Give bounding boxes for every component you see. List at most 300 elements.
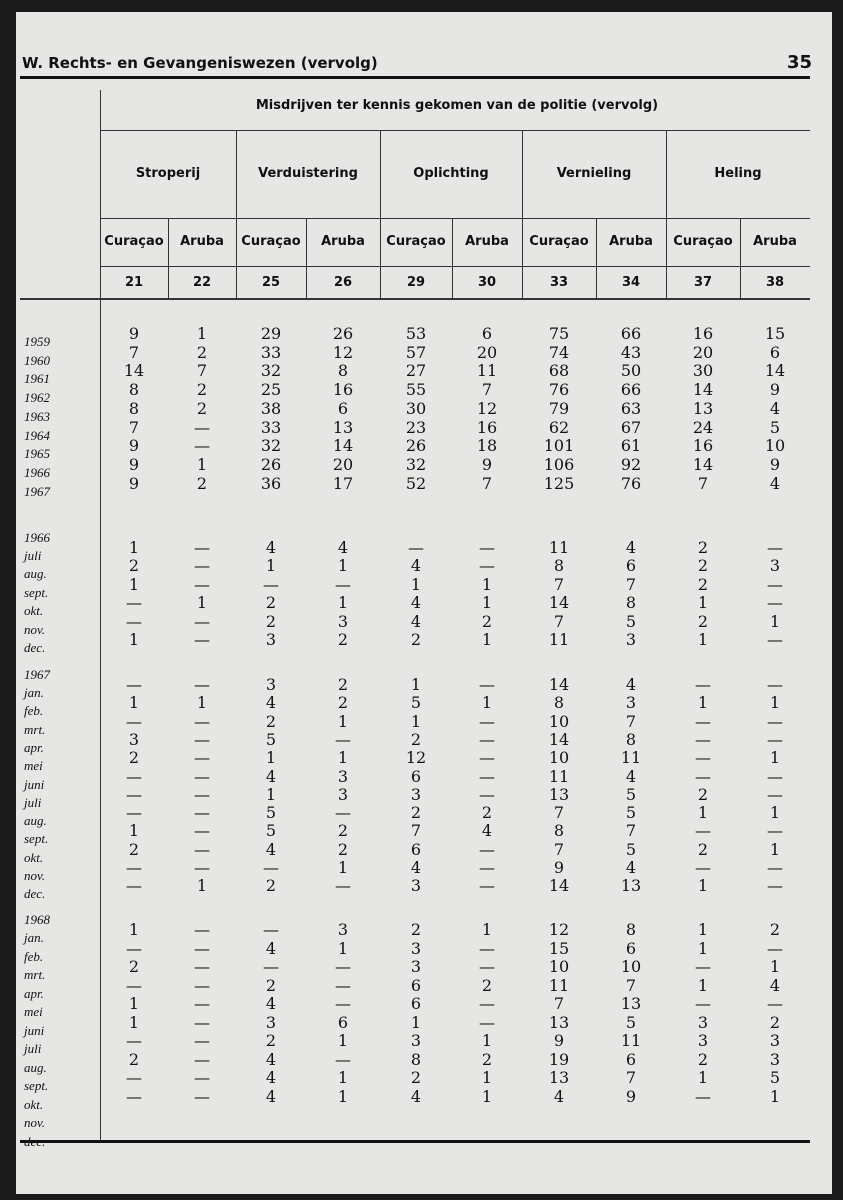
table-cell: 3 bbox=[697, 1012, 709, 1032]
table-cell: 4 bbox=[410, 611, 422, 631]
table-cell: 68 bbox=[548, 361, 570, 381]
table-cell: 9 bbox=[553, 1031, 565, 1050]
table-cell: 4 bbox=[265, 839, 277, 859]
table-cell: — bbox=[479, 938, 495, 958]
row-label: mrt. bbox=[24, 967, 46, 982]
table-cell: 27 bbox=[405, 361, 427, 381]
table-cell: 3 bbox=[128, 729, 140, 749]
table-cell: 2 bbox=[196, 380, 208, 400]
table-cell: 4 bbox=[625, 675, 637, 694]
table-cell: 1 bbox=[128, 994, 140, 1013]
table-cell: 1 bbox=[128, 920, 140, 939]
table-cell: 2 bbox=[265, 611, 277, 631]
column-number: 30 bbox=[477, 275, 497, 290]
table-cell: 7 bbox=[697, 473, 709, 493]
table-cell: 1 bbox=[481, 593, 493, 613]
table-cell: 3 bbox=[625, 630, 637, 649]
row-label: jan. bbox=[24, 685, 44, 700]
table-cell: 2 bbox=[697, 574, 709, 594]
table-cell: 1 bbox=[337, 748, 349, 768]
table-cell: 13 bbox=[332, 417, 354, 437]
table-cell: 2 bbox=[196, 473, 208, 493]
header-line bbox=[100, 266, 810, 267]
row-label: apr. bbox=[24, 739, 44, 755]
table-cell: — bbox=[194, 417, 210, 437]
table-cell: 14 bbox=[548, 729, 570, 749]
table-cell: 4 bbox=[410, 1086, 422, 1106]
table-cell: — bbox=[194, 675, 210, 694]
table-cell: 1 bbox=[410, 675, 422, 694]
table-cell: 9 bbox=[128, 454, 140, 474]
column-subheader: Aruba bbox=[321, 234, 365, 249]
table-cell: 26 bbox=[332, 324, 354, 343]
table-cell: 1 bbox=[410, 1012, 422, 1032]
table-cell: 1 bbox=[337, 1031, 349, 1050]
table-cell: 16 bbox=[692, 324, 714, 343]
table-cell: 12 bbox=[405, 748, 427, 768]
table-cell: 16 bbox=[332, 380, 354, 400]
table-cell: 13 bbox=[620, 994, 642, 1013]
table-cell: 2 bbox=[481, 975, 493, 995]
table-cell: 14 bbox=[123, 361, 145, 381]
table-cell: 4 bbox=[553, 1086, 565, 1106]
table-cell: 13 bbox=[548, 1068, 570, 1087]
table-cell: 5 bbox=[625, 611, 637, 631]
table-cell: — bbox=[767, 821, 783, 841]
table-cell: 1 bbox=[481, 920, 493, 939]
table-cell: 3 bbox=[410, 938, 422, 958]
table-cell: 3 bbox=[410, 957, 422, 976]
table-cell: 11 bbox=[548, 766, 570, 786]
table-cell: 29 bbox=[260, 324, 282, 343]
table-cell: 3 bbox=[410, 1031, 422, 1050]
table-cell: — bbox=[695, 748, 711, 768]
row-label: jan. bbox=[24, 930, 44, 945]
table-cell: 6 bbox=[337, 1012, 349, 1032]
document-page bbox=[16, 12, 832, 1194]
table-cell: — bbox=[767, 784, 783, 804]
table-cell: 32 bbox=[260, 361, 282, 381]
row-label: 1961 bbox=[24, 371, 50, 387]
column-subheader: Aruba bbox=[753, 234, 797, 249]
section-heading: 1966 bbox=[24, 530, 50, 545]
table-cell: 76 bbox=[620, 473, 642, 493]
table-cell: — bbox=[194, 839, 210, 859]
page-number: 35 bbox=[786, 52, 812, 73]
table-cell: 1 bbox=[337, 1068, 349, 1087]
table-cell: — bbox=[263, 574, 279, 594]
table-cell: 7 bbox=[553, 839, 565, 859]
table-cell: 4 bbox=[265, 938, 277, 958]
table-cell: 8 bbox=[128, 398, 140, 418]
column-group-header: Verduistering bbox=[258, 166, 358, 181]
table-cell: 14 bbox=[692, 380, 714, 400]
column-group-header: Oplichting bbox=[413, 166, 489, 181]
table-cell: 2 bbox=[337, 821, 349, 841]
table-cell: 32 bbox=[405, 454, 427, 474]
table-cell: — bbox=[767, 630, 783, 649]
table-cell: — bbox=[479, 994, 495, 1013]
table-cell: 2 bbox=[128, 556, 140, 576]
table-cell: 2 bbox=[697, 538, 709, 557]
table-cell: 1 bbox=[337, 556, 349, 576]
table-cell: 12 bbox=[332, 342, 354, 362]
table-cell: 4 bbox=[265, 766, 277, 786]
table-cell: — bbox=[335, 994, 351, 1013]
header-line bbox=[100, 130, 810, 131]
table-cell: — bbox=[126, 938, 142, 958]
row-label: sept. bbox=[24, 1078, 49, 1093]
column-number: 29 bbox=[406, 275, 426, 290]
footer-rule bbox=[20, 1140, 810, 1143]
table-cell: — bbox=[479, 839, 495, 859]
table-cell: — bbox=[194, 748, 210, 768]
table-cell: 13 bbox=[548, 1012, 570, 1032]
table-cell: 2 bbox=[481, 803, 493, 823]
table-cell: 9 bbox=[128, 324, 140, 343]
table-cell: 7 bbox=[625, 574, 637, 594]
table-cell: 1 bbox=[196, 693, 208, 713]
table-cell: — bbox=[194, 784, 210, 804]
table-cell: 79 bbox=[548, 398, 570, 418]
table-cell: 11 bbox=[620, 748, 642, 768]
table-cell: 7 bbox=[553, 574, 565, 594]
table-cell: 7 bbox=[553, 611, 565, 631]
table-cell: 3 bbox=[337, 920, 349, 939]
table-cell: 3 bbox=[265, 1012, 277, 1032]
table-cell: 20 bbox=[332, 454, 354, 474]
table-cell: 5 bbox=[625, 803, 637, 823]
table-cell: — bbox=[767, 994, 783, 1013]
table-cell: 2 bbox=[337, 630, 349, 649]
table-cell: — bbox=[695, 994, 711, 1013]
table-cell: 19 bbox=[548, 1049, 570, 1069]
table-cell: — bbox=[194, 630, 210, 649]
table-cell: — bbox=[695, 821, 711, 841]
table-cell: 1 bbox=[697, 693, 709, 713]
table-cell: — bbox=[695, 1086, 711, 1106]
row-label: nov. bbox=[24, 621, 46, 637]
table-cell: 3 bbox=[769, 1049, 781, 1069]
table-cell: 5 bbox=[769, 1068, 781, 1087]
table-cell: — bbox=[695, 858, 711, 877]
table-cell: 2 bbox=[128, 1049, 140, 1069]
table-cell: 4 bbox=[625, 538, 637, 557]
table-cell: 38 bbox=[260, 398, 282, 418]
table-cell: 106 bbox=[543, 454, 575, 474]
table-cell: 1 bbox=[769, 839, 781, 859]
table-cell: 1 bbox=[769, 693, 781, 713]
table-cell: — bbox=[126, 1068, 142, 1087]
table-cell: — bbox=[194, 436, 210, 456]
column-group-header: Vernieling bbox=[556, 166, 632, 181]
table-cell: — bbox=[479, 858, 495, 877]
table-cell: — bbox=[767, 711, 783, 731]
table-cell: 20 bbox=[476, 342, 498, 362]
table-cell: — bbox=[335, 1049, 351, 1069]
table-cell: 76 bbox=[548, 380, 570, 400]
table-cell: — bbox=[695, 957, 711, 976]
table-cell: — bbox=[194, 920, 210, 939]
table-cell: 36 bbox=[260, 473, 282, 493]
table-cell: 4 bbox=[625, 766, 637, 786]
table-cell: — bbox=[263, 957, 279, 976]
table-cell: 5 bbox=[410, 693, 422, 713]
table-cell: 8 bbox=[553, 693, 565, 713]
table-cell: 7 bbox=[625, 821, 637, 841]
table-cell: 10 bbox=[764, 436, 786, 456]
table-cell: — bbox=[126, 1031, 142, 1050]
table-cell: — bbox=[194, 1086, 210, 1106]
table-cell: 1 bbox=[481, 574, 493, 594]
column-number: 21 bbox=[124, 275, 144, 290]
table-cell: 3 bbox=[265, 675, 277, 694]
table-cell: 8 bbox=[625, 593, 637, 613]
table-cell: 7 bbox=[410, 821, 422, 841]
table-cell: 7 bbox=[625, 975, 637, 995]
table-cell: — bbox=[194, 1012, 210, 1032]
row-label: feb. bbox=[24, 948, 44, 964]
column-group-header: Heling bbox=[714, 166, 762, 181]
table-cell: 6 bbox=[769, 342, 781, 362]
row-label: 1967 bbox=[24, 483, 50, 499]
table-cell: 13 bbox=[620, 876, 642, 896]
table-cell: 2 bbox=[697, 611, 709, 631]
table-cell: 1 bbox=[481, 1068, 493, 1087]
table-cell: 13 bbox=[548, 784, 570, 804]
table-cell: 1 bbox=[337, 1086, 349, 1106]
table-cell: 2 bbox=[265, 876, 277, 896]
table-cell: 2 bbox=[769, 1012, 781, 1032]
table-cell: 3 bbox=[769, 556, 781, 576]
table-cell: 32 bbox=[260, 436, 282, 456]
table-cell: 9 bbox=[625, 1086, 637, 1106]
table-cell: 24 bbox=[692, 417, 714, 437]
table-cell: 1 bbox=[410, 574, 422, 594]
row-label: mei bbox=[24, 1004, 43, 1019]
table-cell: 2 bbox=[410, 630, 422, 649]
table-cell: 10 bbox=[548, 748, 570, 768]
table-cell: — bbox=[194, 766, 210, 786]
table-cell: 2 bbox=[697, 839, 709, 859]
table-cell: — bbox=[479, 784, 495, 804]
table-cell: 92 bbox=[620, 454, 642, 474]
row-label: dec. bbox=[24, 1133, 46, 1149]
table-cell: 2 bbox=[697, 784, 709, 804]
table-cell: 1 bbox=[697, 975, 709, 995]
table-cell: 14 bbox=[548, 593, 570, 613]
table-cell: — bbox=[479, 675, 495, 694]
table-cell: 6 bbox=[625, 556, 637, 576]
row-label: apr. bbox=[24, 985, 44, 1001]
table-cell: 4 bbox=[410, 858, 422, 877]
table-cell: 30 bbox=[692, 361, 714, 381]
table-cell: 2 bbox=[769, 920, 781, 939]
table-cell: 11 bbox=[476, 361, 498, 381]
table-cell: 1 bbox=[128, 1012, 140, 1032]
table-cell: 53 bbox=[405, 324, 427, 343]
column-subheader: Curaçao bbox=[673, 234, 733, 249]
table-cell: 8 bbox=[625, 729, 637, 749]
table-cell: 4 bbox=[337, 538, 349, 557]
table-cell: 2 bbox=[697, 1049, 709, 1069]
table-cell: 11 bbox=[548, 975, 570, 995]
table-cell: 101 bbox=[543, 436, 575, 456]
column-divider bbox=[522, 130, 523, 298]
table-cell: 1 bbox=[265, 556, 277, 576]
table-cell: 4 bbox=[265, 538, 277, 557]
table-cell: 8 bbox=[128, 380, 140, 400]
table-cell: 2 bbox=[128, 839, 140, 859]
row-label: 1966 bbox=[24, 464, 50, 480]
table-cell: — bbox=[335, 876, 351, 896]
table-cell: 12 bbox=[476, 398, 498, 418]
table-cell: 4 bbox=[410, 593, 422, 613]
header-line bbox=[100, 218, 810, 219]
table-cell: — bbox=[194, 821, 210, 841]
table-cell: 6 bbox=[410, 975, 422, 995]
table-cell: — bbox=[695, 729, 711, 749]
table-cell: 1 bbox=[128, 821, 140, 841]
table-cell: — bbox=[335, 803, 351, 823]
table-cell: — bbox=[194, 938, 210, 958]
row-label: sept. bbox=[24, 831, 49, 847]
table-cell: — bbox=[335, 975, 351, 995]
table-cell: 4 bbox=[265, 1049, 277, 1069]
table-cell: 1 bbox=[128, 630, 140, 649]
table-cell: 15 bbox=[764, 324, 786, 343]
table-cell: 4 bbox=[265, 994, 277, 1013]
row-label: juni bbox=[24, 1022, 45, 1038]
table-cell: 2 bbox=[337, 693, 349, 713]
table-cell: 7 bbox=[553, 994, 565, 1013]
table-cell: 1 bbox=[196, 454, 208, 474]
table-cell: 61 bbox=[620, 436, 642, 456]
table-cell: 26 bbox=[405, 436, 427, 456]
table-cell: 11 bbox=[620, 1031, 642, 1050]
column-subheader: Aruba bbox=[180, 234, 224, 249]
table-cell: — bbox=[479, 748, 495, 768]
table-cell: — bbox=[126, 675, 142, 694]
table-cell: 2 bbox=[265, 1031, 277, 1050]
table-cell: 2 bbox=[128, 957, 140, 976]
column-number: 34 bbox=[621, 275, 641, 290]
table-cell: — bbox=[194, 1049, 210, 1069]
table-cell: 2 bbox=[410, 1068, 422, 1087]
row-label: okt. bbox=[24, 603, 44, 619]
table-cell: 1 bbox=[128, 693, 140, 713]
column-divider bbox=[236, 130, 237, 298]
table-cell: 7 bbox=[196, 361, 208, 381]
table-cell: 4 bbox=[265, 693, 277, 713]
table-cell: 4 bbox=[410, 556, 422, 576]
column-divider bbox=[666, 130, 667, 298]
table-cell: 33 bbox=[260, 417, 282, 437]
table-cell: 8 bbox=[553, 556, 565, 576]
table-cell: 6 bbox=[625, 1049, 637, 1069]
column-number: 37 bbox=[693, 275, 713, 290]
table-cell: 9 bbox=[769, 380, 781, 400]
table-cell: 3 bbox=[410, 784, 422, 804]
table-cell: 2 bbox=[265, 975, 277, 995]
table-cell: 5 bbox=[769, 417, 781, 437]
table-cell: — bbox=[479, 1012, 495, 1032]
table-cell: — bbox=[695, 766, 711, 786]
table-cell: 3 bbox=[625, 693, 637, 713]
column-divider bbox=[380, 130, 381, 298]
column-number: 25 bbox=[261, 275, 281, 290]
table-cell: 2 bbox=[337, 675, 349, 694]
column-number: 38 bbox=[765, 275, 785, 290]
table-cell: — bbox=[767, 729, 783, 749]
table-cell: 1 bbox=[128, 574, 140, 594]
row-label: 1962 bbox=[24, 390, 50, 406]
table-cell: — bbox=[695, 675, 711, 694]
table-cell: — bbox=[479, 876, 495, 896]
table-cell: — bbox=[767, 858, 783, 877]
row-label: okt. bbox=[24, 849, 44, 865]
table-cell: 9 bbox=[553, 858, 565, 877]
row-label: juli bbox=[24, 548, 42, 563]
table-cell: — bbox=[335, 729, 351, 749]
table-cell: 2 bbox=[410, 920, 422, 939]
table-cell: 5 bbox=[265, 729, 277, 749]
table-cell: — bbox=[767, 938, 783, 958]
table-cell: 4 bbox=[481, 821, 493, 841]
table-cell: 16 bbox=[692, 436, 714, 456]
table-cell: — bbox=[126, 711, 142, 731]
table-cell: 4 bbox=[265, 1068, 277, 1087]
table-cell: 11 bbox=[548, 630, 570, 649]
section-heading: 1968 bbox=[24, 912, 50, 927]
row-label: mei bbox=[24, 758, 43, 774]
section-heading: 1967 bbox=[24, 667, 50, 682]
row-label: aug. bbox=[24, 813, 47, 829]
table-cell: 8 bbox=[410, 1049, 422, 1069]
table-cell: 3 bbox=[337, 766, 349, 786]
table-cell: — bbox=[126, 975, 142, 995]
row-label: aug. bbox=[24, 1059, 47, 1075]
table-cell: — bbox=[126, 803, 142, 823]
row-label: dec. bbox=[24, 886, 46, 902]
table-cell: — bbox=[479, 957, 495, 976]
table-cell: 1 bbox=[481, 693, 493, 713]
table-cell: 14 bbox=[692, 454, 714, 474]
table-cell: 1 bbox=[769, 803, 781, 823]
column-subheader: Curaçao bbox=[529, 234, 589, 249]
row-label: nov. bbox=[24, 868, 46, 883]
table-cell: 26 bbox=[260, 454, 282, 474]
table-cell: 1 bbox=[337, 938, 349, 958]
table-cell: 9 bbox=[128, 473, 140, 493]
table-cell: 75 bbox=[548, 324, 570, 343]
table-cell: 9 bbox=[481, 454, 493, 474]
table-cell: 18 bbox=[476, 436, 498, 456]
header-line bbox=[20, 298, 810, 300]
table-cell: 12 bbox=[548, 920, 570, 939]
table-cell: 16 bbox=[476, 417, 498, 437]
table-cell: 1 bbox=[769, 611, 781, 631]
table-cell: — bbox=[335, 574, 351, 594]
table-cell: 50 bbox=[620, 361, 642, 381]
row-label: 1959 bbox=[24, 334, 50, 349]
table-cell: — bbox=[479, 556, 495, 576]
table-cell: 5 bbox=[625, 784, 637, 804]
table-cell: 1 bbox=[337, 858, 349, 877]
table-cell: — bbox=[479, 711, 495, 731]
table-cell: 1 bbox=[697, 920, 709, 939]
table-cell: 1 bbox=[265, 784, 277, 804]
